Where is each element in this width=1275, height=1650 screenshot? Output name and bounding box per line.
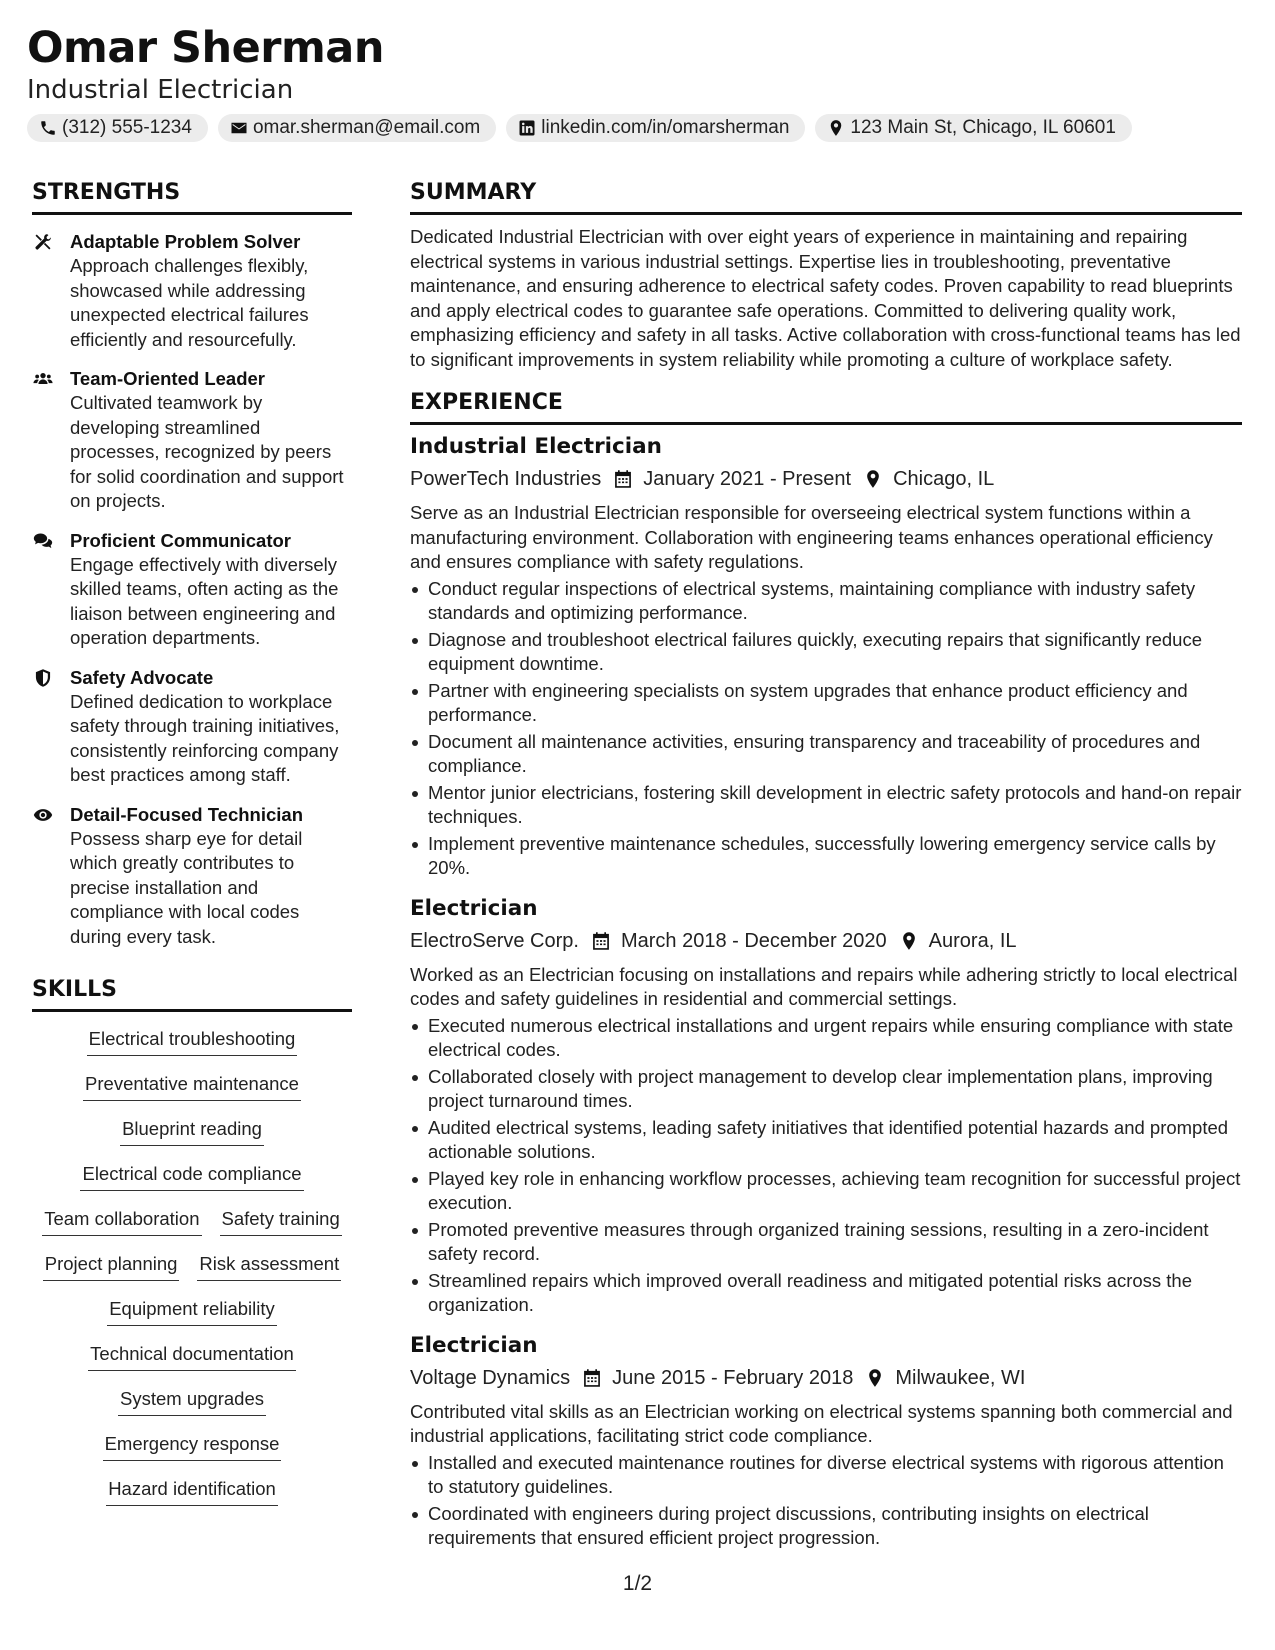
map-pin-icon [865,1367,885,1389]
skill-row [42,1206,342,1251]
job-company: PowerTech Industries [410,468,602,490]
eye-icon [32,805,54,825]
skill-row [107,1296,277,1341]
chat-bubbles-icon [32,531,54,551]
strengths-heading: STRENGTHS [32,178,352,215]
map-pin-icon [863,468,883,490]
job-title: Electrician [410,1332,538,1358]
skill-tag: Team collaboration [42,1206,201,1236]
candidate-role: Industrial Electrician [27,75,294,105]
job-meta [410,927,1242,955]
job-bullet: Mentor junior electricians, fostering skill development in electric safety protocols and hand-on repair techniques. [410,781,1242,830]
job-title: Electrician [410,895,538,921]
skill-tag: Preventative maintenance [83,1071,301,1101]
left-column [32,178,352,1521]
email-text: omar.sherman@email.com [252,117,481,138]
strength-desc: Approach challenges flexibly, showcased while addressing unexpected electrical failures efficiently and resourcefully. [70,255,309,350]
job-meta [410,1364,1242,1392]
skills-heading: SKILLS [32,975,352,1012]
job-bullet: Played key role in enhancing workflow processes, achieving team recognition for successful project execution. [410,1167,1242,1216]
job-entry [410,433,1242,881]
tools-icon [32,232,54,252]
strength-desc: Possess sharp eye for detail which greatly contributes to precise installation and compliance with local codes during every task. [70,827,303,947]
job-entry [410,1332,1242,1551]
summary-text: Dedicated Industrial Electrician with over eight years of experience in maintaining and repairing electrical systems in various industrial settings. Expertise lies in troubleshooting, preventative maintenance, and ensuring adherence to electrical safety codes. Proven capability to read blueprints and apply electrical codes to guarantee safe operations. Committed to delivering quality work, emphasizing efficiency and safety in all tasks. Active collaboration with cross-functional teams has led to significant improvements in system reliability while promoting a culture of workplace safety. [410,226,1241,370]
skill-row [43,1251,342,1296]
job-bullets [410,577,1242,881]
skill-tag: System upgrades [118,1386,266,1416]
contact-phone[interactable] [27,114,208,142]
strength-desc: Defined dedication to workplace safety through training initiatives, consistently reinforcing company best practices among staff. [70,690,340,785]
calendar-icon [591,930,611,952]
strength-title: Adaptable Problem Solver [70,231,301,252]
strength-desc: Engage effectively with diversely skilled teams, often acting as the liaison between engineering and operation departments. [70,553,339,648]
candidate-name: Omar Sherman [27,23,384,73]
skill-tag: Emergency response [103,1431,282,1461]
strength-title: Detail-Focused Technician [70,803,304,825]
contact-bar [27,114,1248,142]
job-bullet: Streamlined repairs which improved overall readiness and mitigated potential risks across the organization. [410,1269,1242,1318]
address-text: 123 Main St, Chicago, IL 60601 [850,117,1116,138]
skills-list [32,1026,352,1521]
skill-tag: Technical documentation [88,1341,296,1371]
calendar-icon [582,1367,602,1389]
job-dates: March 2018 - December 2020 [620,929,887,952]
job-entry [410,895,1242,1318]
skill-row [118,1386,266,1431]
job-location: Aurora, IL [928,929,1017,952]
strength-item [32,229,352,352]
job-location: Milwaukee, WI [895,1366,1026,1389]
job-bullet: Conduct regular inspections of electrical systems, maintaining compliance with industry safety standards and optimizing performance. [410,577,1242,626]
skill-tag: Safety training [220,1206,342,1236]
strength-title: Team-Oriented Leader [70,368,265,389]
job-description: Worked as an Electrician focusing on installations and repairs while adhering strictly to local electrical codes and safety guidelines in residential and commercial settings. [410,963,1238,1009]
skill-row [103,1431,282,1476]
job-bullets [410,1014,1242,1318]
job-bullet: Document all maintenance activities, ensuring transparency and traceability of procedures and compliance. [410,730,1242,779]
strength-item [32,528,352,651]
skill-tag: Equipment reliability [107,1296,277,1326]
skill-row [80,1161,303,1206]
users-icon [32,369,54,389]
job-bullet: Executed numerous electrical installations and urgent repairs while ensuring compliance with state electrical codes. [410,1014,1242,1063]
job-title: Industrial Electrician [410,434,662,459]
shield-icon [32,668,54,688]
skill-tag: Blueprint reading [120,1116,264,1146]
map-pin-icon [827,119,845,137]
job-bullets [410,1451,1242,1551]
job-description: Serve as an Industrial Electrician responsible for overseeing electrical system functions within a manufacturing environment. Collaboration with engineering teams enhances operational efficiency and ensures compliance with safety regulations. [410,502,1213,572]
job-bullet: Audited electrical systems, leading safety initiatives that identified potential hazards and prompted actionable solutions. [410,1116,1242,1165]
skill-row [120,1116,264,1161]
job-location: Chicago, IL [893,468,995,490]
skill-row [106,1476,278,1521]
strength-title: Safety Advocate [70,666,214,688]
strength-item [32,665,352,788]
job-company: ElectroServe Corp. [410,929,579,952]
skill-tag: Electrical troubleshooting [87,1026,298,1056]
envelope-icon [230,119,248,137]
strength-item [32,802,352,950]
right-column [410,178,1242,1551]
phone-icon [39,119,57,137]
phone-text: (312) 555-1234 [62,117,192,138]
linkedin-text: linkedin.com/in/omarsherman [541,117,790,138]
job-bullet: Diagnose and troubleshoot electrical failures quickly, executing repairs that significantly reduce equipment downtime. [410,628,1242,677]
job-bullet: Coordinated with engineers during project discussions, contributing insights on electrical requirements that ensured efficient project progression. [410,1502,1242,1551]
skill-tag: Project planning [43,1251,180,1281]
strength-item [32,366,352,514]
strength-title: Proficient Communicator [70,529,291,551]
resume-header [27,22,1248,142]
skill-row [88,1341,296,1386]
job-bullet: Implement preventive maintenance schedules, successfully lowering emergency service calls by 20%. [410,832,1242,881]
job-description: Contributed vital skills as an Electrician working on electrical systems spanning both commercial and industrial applications, facilitating strict code compliance. [410,1400,1233,1446]
job-dates: June 2015 - February 2018 [612,1366,854,1389]
job-bullet: Promoted preventive measures through organized training sessions, resulting in a zero-incident safety record. [410,1218,1242,1267]
contact-email[interactable] [218,114,496,142]
contact-address [815,114,1131,142]
job-meta [410,465,1242,493]
skill-row [83,1071,301,1116]
summary-heading: SUMMARY [410,178,1242,215]
linkedin-icon [518,119,536,137]
job-company: Voltage Dynamics [410,1366,571,1389]
skill-row [87,1026,298,1071]
page-number: 1/2 [622,1572,653,1595]
experience-heading: EXPERIENCE [410,388,1242,425]
skill-tag: Hazard identification [106,1476,278,1506]
skill-tag: Electrical code compliance [80,1161,303,1191]
skill-tag: Risk assessment [197,1251,341,1281]
job-bullet: Collaborated closely with project management to develop clear implementation plans, improving project turnaround times. [410,1065,1242,1114]
job-bullet: Installed and executed maintenance routines for diverse electrical systems with rigorous attention to statutory guidelines. [410,1451,1242,1500]
strength-desc: Cultivated teamwork by developing streamlined processes, recognized by peers for solid coordination and support on projects. [70,392,344,511]
job-dates: January 2021 - Present [643,468,852,490]
job-bullet: Partner with engineering specialists on system upgrades that enhance product efficiency and performance. [410,679,1242,728]
contact-linkedin[interactable] [506,114,805,142]
calendar-icon [613,468,633,490]
experience-list [410,433,1242,1551]
map-pin-icon [899,930,919,952]
